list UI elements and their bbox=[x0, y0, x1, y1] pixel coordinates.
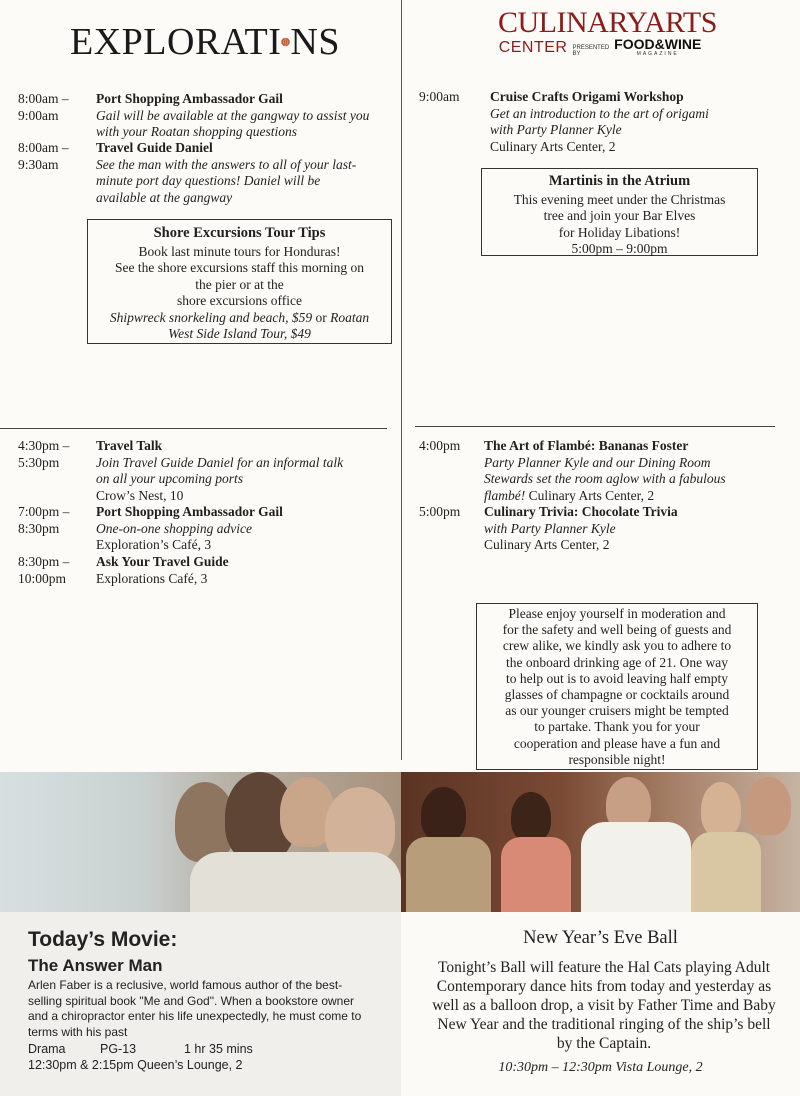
event-description: with Party Planner Kyle bbox=[484, 520, 616, 536]
event-time: 8:00am – 9:00am bbox=[18, 91, 69, 123]
left-section-rule bbox=[0, 428, 387, 429]
shore-excursions-box: Shore Excursions Tour Tips Book last minute tours for Honduras! See the shore excursions staff this morning on the pier or at the shore excursions office Shipwreck snorkeling and beach, $59 or Roatan West Side Island Tour, $49 bbox=[87, 219, 392, 344]
culinary-arts-logo bbox=[498, 6, 717, 68]
movie-info bbox=[28, 1042, 253, 1056]
event-port-shopping-evening bbox=[18, 504, 388, 554]
event-travel-guide-morning bbox=[18, 140, 388, 210]
photo-chefs bbox=[401, 772, 800, 912]
event-description: Get an introduction to the art of origami with Party Planner Kyle bbox=[490, 105, 709, 137]
event-title: Port Shopping Ambassador Gail bbox=[96, 91, 283, 106]
event-description: Party Planner Kyle and our Dining Room Stewards set the room aglow with a fabulous bbox=[484, 454, 726, 486]
magazine-label: MAGAZINE bbox=[636, 51, 679, 57]
event-port-shopping-morning bbox=[18, 91, 388, 141]
movie-title: The Answer Man bbox=[28, 956, 163, 975]
event-flambe: 4:00pm The Art of Flambé: Bananas Foster Party Planner Kyle and our Dining Room Stewards set the room aglow with a fabulous flambé! Culinary Arts Center, 2 bbox=[419, 438, 789, 504]
event-title: Cruise Crafts Origami Workshop bbox=[490, 89, 684, 104]
martinis-box: Martinis in the Atrium This evening meet under the Christmas tree and join your Bar Elves for Holiday Libations! 5:00pm – 9:00pm bbox=[481, 168, 758, 256]
event-location: Explorations Café, 3 bbox=[96, 570, 208, 586]
ball-description: Tonight’s Ball will feature the Hal Cats playing Adult Contemporary dance hits from today and yesterday as well as a balloon drop, a visit by Father Time and Baby New Year and the traditional ringing of the ship’s bell by the Captain. bbox=[432, 959, 776, 1052]
event-location: Exploration’s Café, 3 bbox=[96, 537, 212, 552]
event-title: Ask Your Travel Guide bbox=[96, 554, 229, 569]
column-divider bbox=[401, 0, 402, 760]
event-title: Culinary Trivia: Chocolate Trivia bbox=[484, 504, 678, 519]
movie-duration: 1 hr 35 mins bbox=[184, 1042, 253, 1056]
event-location: Culinary Arts Center, 2 bbox=[490, 138, 616, 154]
culinary-arts-wordmark: CULINARYARTS bbox=[498, 6, 717, 39]
box-title: Martinis in the Atrium bbox=[548, 173, 691, 189]
event-title: The Art of Flambé: Bananas Foster bbox=[484, 438, 689, 453]
food-wine-wordmark: FOOD&WINE bbox=[614, 36, 702, 52]
event-chocolate-trivia bbox=[419, 504, 789, 554]
event-description: Gail will be available at the gangway to assist you with your Roatan shopping questions bbox=[96, 107, 370, 139]
event-description: One-on-one shopping advice bbox=[96, 520, 252, 536]
event-time: 5:00pm bbox=[419, 504, 461, 519]
event-time: 8:30pm – 10:00pm bbox=[18, 554, 70, 586]
event-ask-travel-guide bbox=[18, 554, 388, 588]
event-location: Culinary Arts Center, 2 bbox=[484, 537, 610, 552]
event-description: Join Travel Guide Daniel for an informal talk on all your upcoming ports bbox=[96, 454, 344, 486]
event-origami-workshop bbox=[419, 89, 789, 155]
box-title: Shore Excursions Tour Tips bbox=[153, 225, 326, 241]
event-location: Culinary Arts Center, 2 bbox=[525, 487, 655, 503]
movie-showtimes: 12:30pm & 2:15pm Queen’s Lounge, 2 bbox=[28, 1058, 243, 1072]
event-time: 8:00am – 9:30am bbox=[18, 140, 69, 172]
explorations-logo bbox=[70, 18, 340, 66]
event-travel-talk bbox=[18, 438, 388, 504]
ball-title: New Year’s Eve Ball bbox=[523, 928, 678, 948]
photo-guests bbox=[0, 772, 401, 912]
movie-rating: PG-13 bbox=[100, 1042, 137, 1056]
event-location: Crow’s Nest, 10 bbox=[96, 487, 184, 503]
event-title: Port Shopping Ambassador Gail bbox=[96, 504, 283, 519]
movie-genre: Drama bbox=[28, 1042, 66, 1056]
logo-text-end: NS bbox=[290, 21, 340, 63]
logo-text-start: EXPLORATI bbox=[70, 21, 282, 63]
event-time: 4:30pm – 5:30pm bbox=[18, 438, 70, 470]
globe-icon bbox=[281, 28, 290, 56]
event-time: 7:00pm – 8:30pm bbox=[18, 504, 70, 536]
center-wordmark: CENTER bbox=[498, 39, 568, 56]
movie-description: Arlen Faber is a reclusive, world famous author of the best- selling spiritual book "Me and God". When a bookstore owner and a chiropractor enter his life unexpectedly, he must come to terms with his past bbox=[28, 978, 362, 1039]
event-title: Travel Guide Daniel bbox=[96, 140, 213, 155]
event-description: See the man with the answers to all of your last- minute port day questions! Daniel will be available at the gangway bbox=[96, 156, 357, 205]
ball-time: 10:30pm – 12:30pm Vista Lounge, 2 bbox=[498, 1060, 703, 1075]
right-section-rule bbox=[415, 426, 775, 427]
presented-by: PRESENTED BY bbox=[572, 45, 610, 57]
drinking-age-notice: Please enjoy yourself in moderation and for the safety and well being of guests and crew alike, we kindly ask you to adhere to the onboard drinking age of 21. One way to help out is to avoid leaving half empty glasses of champagne or cocktails around as our younger cruisers might be tempted to partake. Thank you for your cooperation and please have a fun and responsible night! bbox=[476, 603, 758, 770]
event-time: 4:00pm bbox=[419, 438, 461, 453]
event-time: 9:00am bbox=[419, 89, 460, 104]
movie-heading: Today’s Movie: bbox=[28, 928, 178, 951]
event-title: Travel Talk bbox=[96, 438, 163, 453]
